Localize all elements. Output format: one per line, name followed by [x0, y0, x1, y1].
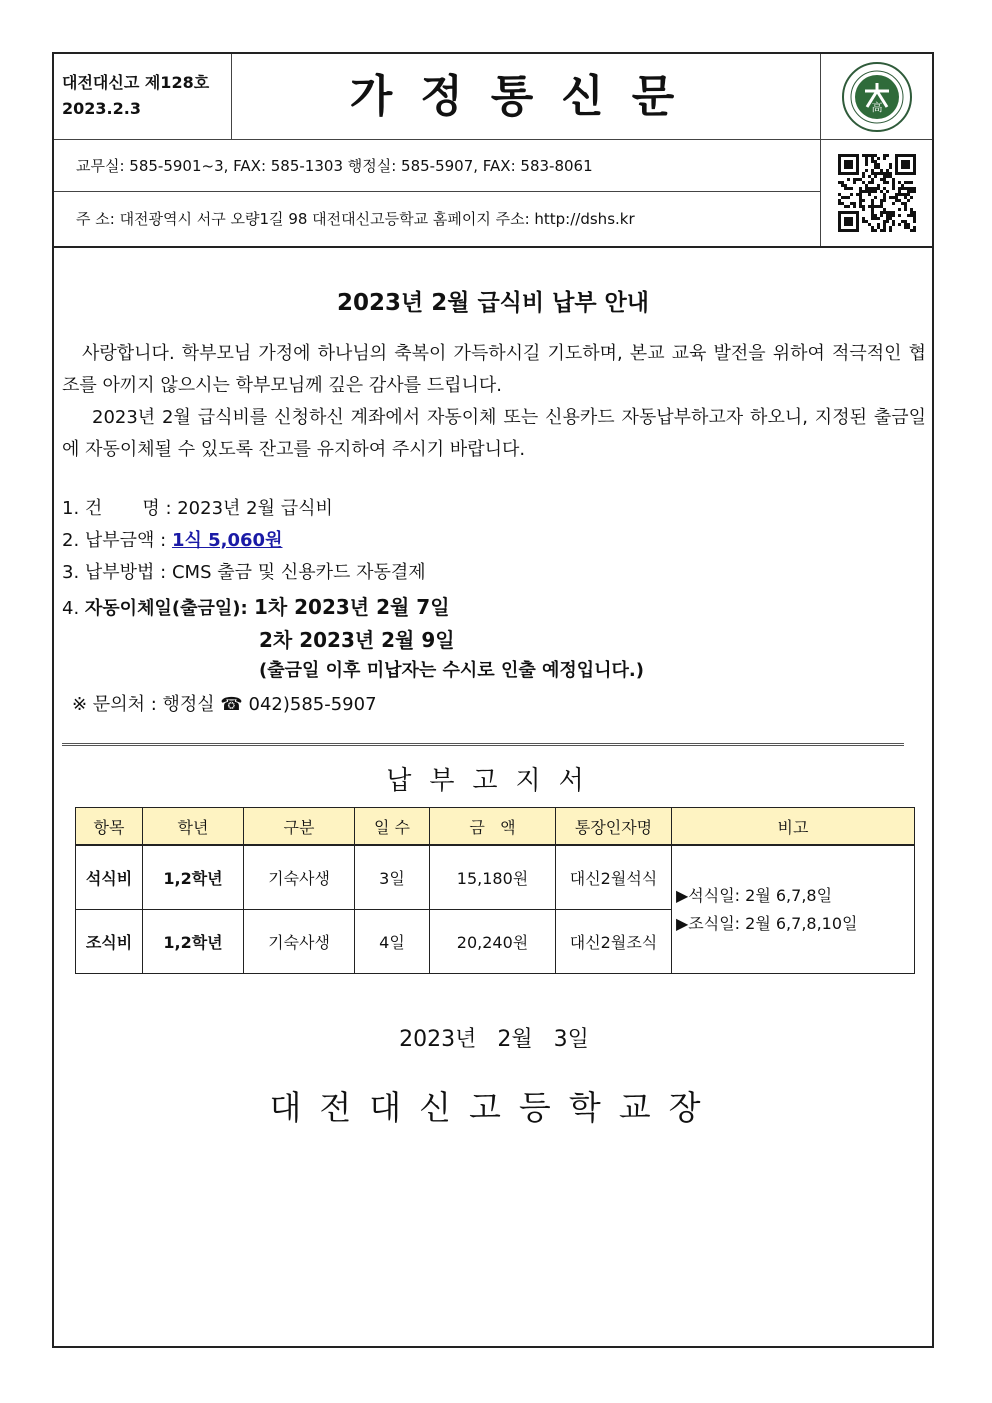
row-item: 석식비 [76, 845, 143, 910]
dinner-dates: ▶석식일: 2월 6,7,8일 [676, 885, 833, 905]
row-days: 4일 [355, 910, 430, 974]
item-amount [62, 526, 282, 552]
divider [62, 743, 904, 746]
qr-code [820, 140, 932, 246]
item-title-value: 2023년 2월 급식비 [177, 498, 333, 519]
table-row [76, 845, 915, 910]
row-type: 기숙사생 [244, 910, 355, 974]
document-frame [52, 52, 934, 1348]
item-method-label: 3. 납부방법 : [62, 562, 172, 583]
inquiry-contact: ※ 문의처 : 행정실 ☎ 042)585-5907 [72, 694, 377, 715]
debit-note: (출금일 이후 미납자는 수시로 인출 예정입니다.) [259, 660, 644, 681]
table-header-row [76, 808, 915, 846]
breakfast-dates: ▶조식일: 2월 6,7,8,10일 [676, 913, 858, 933]
issue-number: 대전대신고 제128호 [62, 73, 210, 92]
issue-footer-date: 2023년 2월 3일 [399, 1027, 589, 1052]
item-method [62, 558, 426, 584]
item-amount-label: 2. 납부금액 : [62, 530, 172, 551]
row-grade: 1,2학년 [143, 910, 244, 974]
item-debit-number: 4. [62, 598, 85, 619]
row-account-name: 대신2월석식 [556, 845, 672, 910]
school-emblem-icon [841, 61, 913, 133]
col-header-item: 항목 [76, 808, 143, 846]
row-days: 3일 [355, 845, 430, 910]
letter-heading: 2023년 2월 급식비 납부 안내 [336, 290, 649, 316]
col-header-note: 비고 [672, 808, 915, 846]
row-amount: 20,240원 [430, 910, 556, 974]
notice-title: 납부고지서 [386, 766, 602, 796]
debit-date-2: 2차 2023년 2월 9일 [259, 628, 455, 652]
col-header-days: 일 수 [355, 808, 430, 846]
instruction-paragraph: 2023년 2월 급식비를 신청하신 계좌에서 자동이체 또는 신용카드 자동납부하고자 하오니, 지정된 출금일에 자동이체될 수 있도록 잔고를 유지하여 주시기 바랍니다. [62, 407, 926, 460]
col-header-grade: 학년 [143, 808, 244, 846]
school-logo [820, 54, 932, 140]
col-header-amount: 금 액 [430, 808, 556, 846]
debit-date-1: 1차 2023년 2월 7일 [253, 595, 450, 619]
amount-value: 1식 5,060원 [171, 530, 283, 551]
item-debit-date [62, 591, 450, 620]
payment-table [75, 807, 915, 974]
address-info: 주 소: 대전광역시 서구 오량1길 98 대전대신고등학교 홈페이지 주소: http://dshs.kr [76, 210, 635, 228]
row-grade: 1,2학년 [143, 845, 244, 910]
col-header-type: 구분 [244, 808, 355, 846]
letterhead [54, 54, 932, 248]
issue-info [54, 54, 232, 140]
row-type: 기숙사생 [244, 845, 355, 910]
greeting-paragraph: 사랑합니다. 학부모님 가정에 하나님의 축복이 가득하시길 기도하며, 본교 교육 발전을 위하여 적극적인 협조를 아끼지 않으시는 학부모님께 깊은 감사를 드립니다. [62, 343, 926, 396]
col-header-account-name: 통장인자명 [556, 808, 672, 846]
principal-signature: 대전대신고등학교장 [269, 1088, 719, 1127]
item-title-label: 1. 건 명 : [62, 498, 178, 519]
row-account-name: 대신2월조식 [556, 910, 672, 974]
logo-text: 高 [871, 100, 882, 114]
item-method-value: CMS 출금 및 신용카드 자동결제 [171, 562, 426, 583]
item-title [62, 494, 333, 520]
row-item: 조식비 [76, 910, 143, 974]
row-amount: 15,180원 [430, 845, 556, 910]
qr-code-icon [838, 154, 916, 232]
issue-date: 2023.2.3 [62, 99, 141, 118]
item-debit-label: 자동이체일(출금일): [84, 598, 254, 619]
contact-info: 교무실: 585-5901~3, FAX: 585-1303 행정실: 585-5907, FAX: 583-8061 [54, 140, 820, 192]
meal-dates-note [672, 845, 915, 974]
page-title: 가정통신문 [232, 54, 820, 140]
